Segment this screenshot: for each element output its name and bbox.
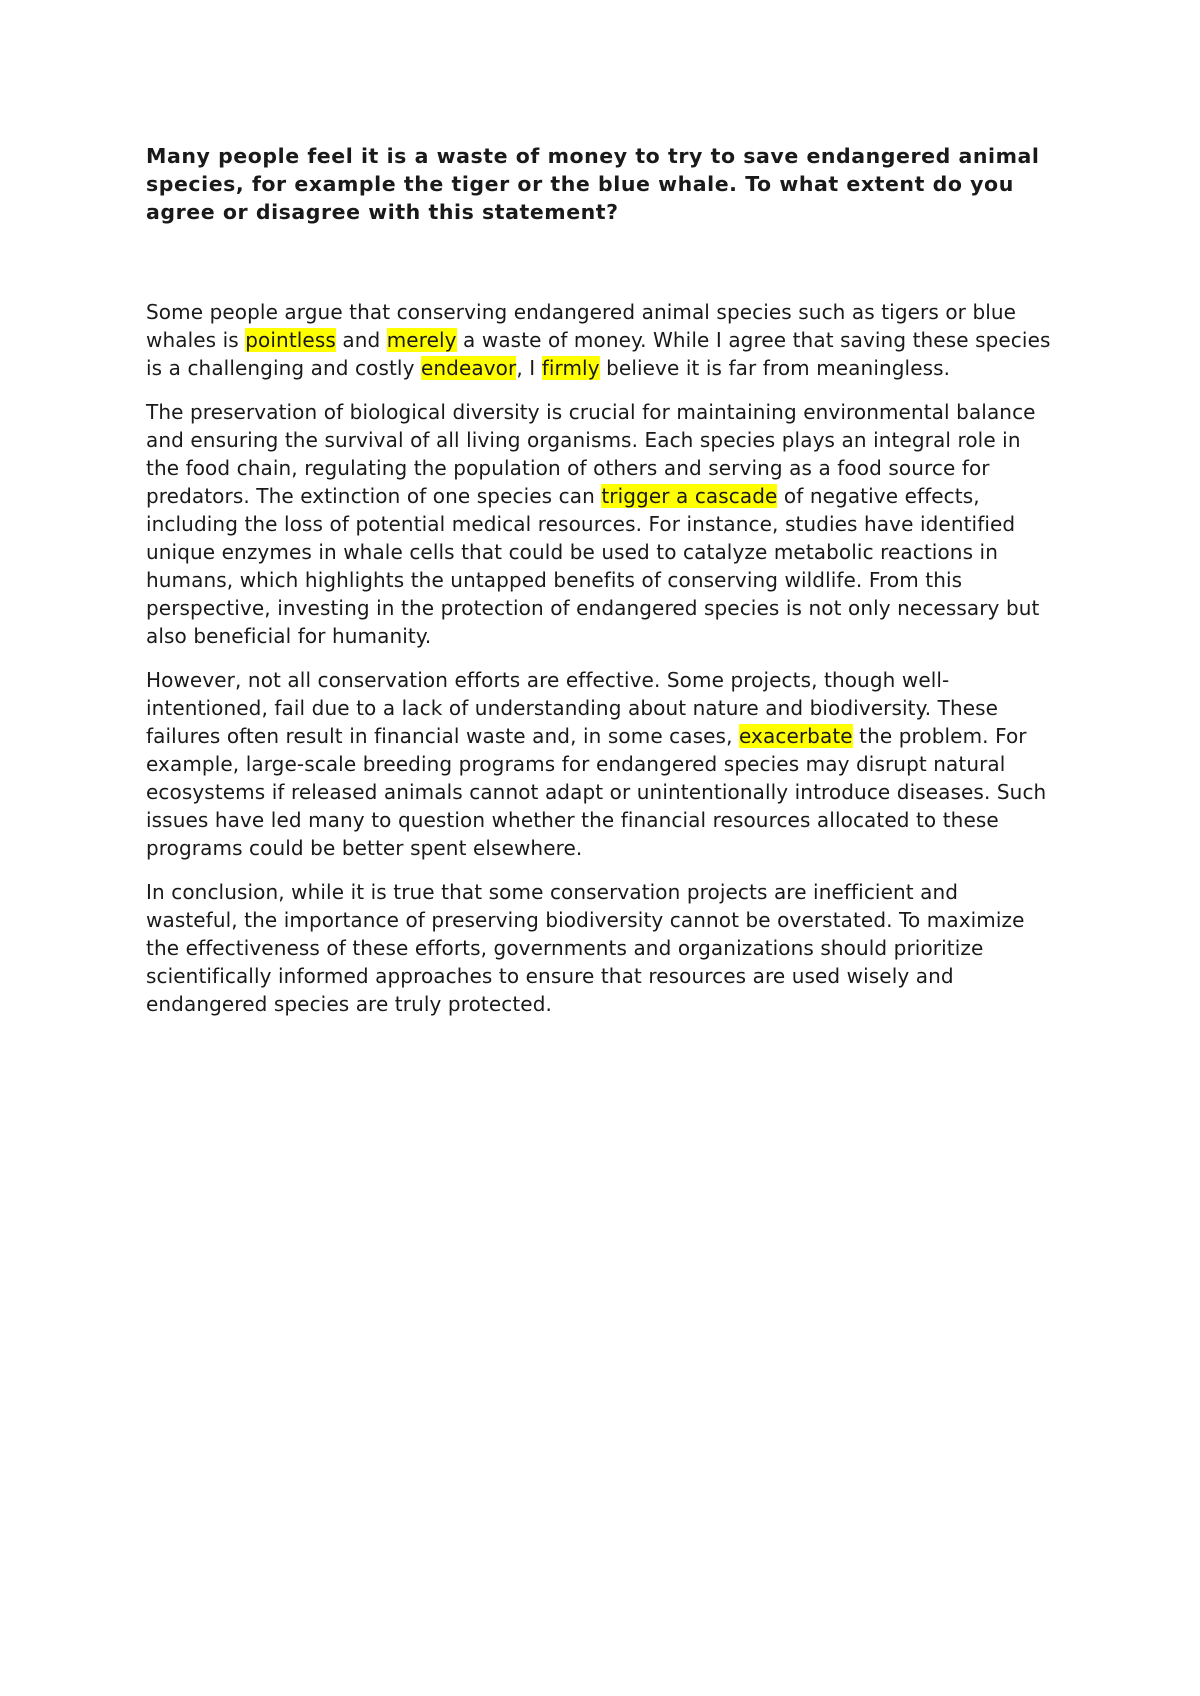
document-body [146,142,1056,1034]
text-segment: , I [516,356,542,380]
highlighted-phrase: trigger a cascade [601,484,778,508]
text-segment: the problem. For example, large-scale breeding programs for endangered species may disrupt natural ecosystems if released animals cannot adapt or unintentionally introduce diseases. Such issues have led many to question whether the financial resources allocated to these programs could be better spent elsewhere. [146,724,1047,860]
text-segment: Some people argue that conserving endangered animal species such as tigers or blue whales is [146,300,1017,352]
essay-prompt: Many people feel it is a waste of money to try to save endangered animal species, for example the tiger or the blue whale. To what extent do you agree or disagree with this statement? [146,144,1040,224]
highlighted-phrase: firmly [541,356,600,380]
essay-paragraph [146,878,1056,1018]
highlighted-phrase: merely [386,328,457,352]
highlighted-phrase: endeavor [420,356,517,380]
text-segment: In conclusion, while it is true that some conservation projects are inefficient and wasteful, the importance of preserving biodiversity cannot be overstated. To maximize the effectiveness of these efforts, governments and organizations should prioritize scientifically informed approaches to ensure that resources are used wisely and endangered species are truly protected. [146,880,1025,1016]
text-segment: believe it is far from meaningless. [599,356,951,380]
text-segment: a waste of money. While I agree that saving these species is a challenging and costly [146,328,1051,380]
essay-paragraph [146,298,1056,382]
text-segment: The preservation of biological diversity is crucial for maintaining environmental balance and ensuring the survival of all living organisms. Each species plays an integral role in the food chain, regulating the population of others and serving as a food source for predators. The extinction of one species can [146,400,1036,508]
essay-paragraph [146,666,1056,862]
text-segment: However, not all conservation efforts are effective. Some projects, though well-intentioned, fail due to a lack of understanding about nature and biodiversity. These failures often result in financial waste and, in some cases, [146,668,999,748]
essay-paragraphs [146,298,1056,1018]
highlighted-phrase: pointless [245,328,336,352]
highlighted-phrase: exacerbate [739,724,853,748]
text-segment: and [335,328,387,352]
text-segment: of negative effects, including the loss of potential medical resources. For instance, studies have identified unique enzymes in whale cells that could be used to catalyze metabolic reactions in humans, which highlights the untapped benefits of conserving wildlife. From this perspective, investing in the protection of endangered species is not only necessary but also beneficial for humanity. [146,484,1040,648]
essay-paragraph [146,398,1056,650]
